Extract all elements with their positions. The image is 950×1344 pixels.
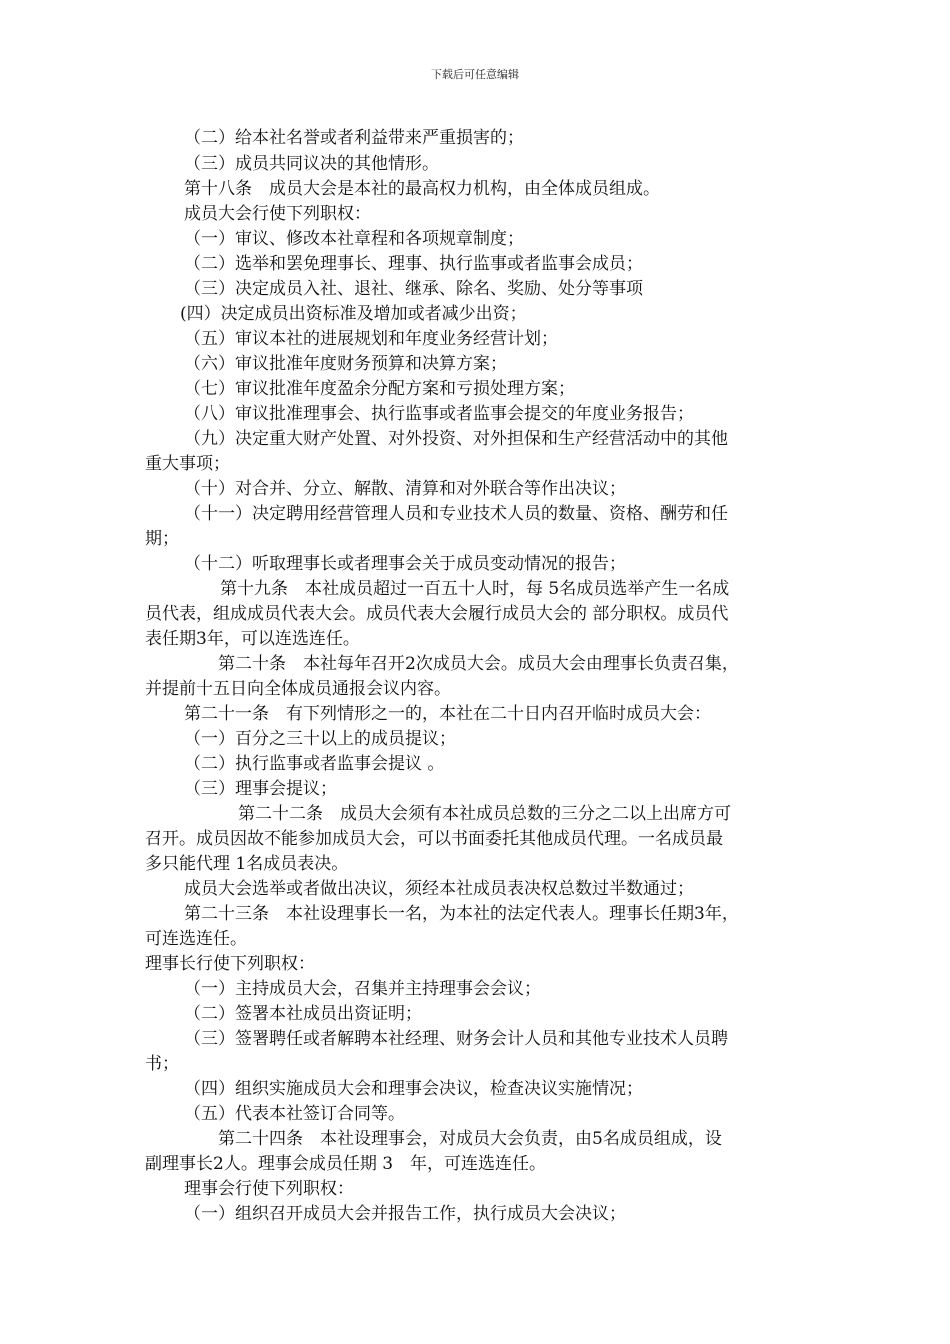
text-line: （二）给本社名誉或者利益带来严重损害的； — [184, 128, 524, 148]
text-line: （二）执行监事或者监事会提议 。 — [184, 754, 445, 774]
text-line: （六）审议批准年度财务预算和决算方案； — [184, 354, 507, 374]
text-line: （二）签署本社成员出资证明； — [184, 1004, 422, 1024]
text-line: 第二十四条 本社设理事会，对成员大会负责，由5名成员组成，设 — [218, 1129, 722, 1149]
text-line: 并提前十五日向全体成员通报会议内容。 — [145, 679, 451, 699]
text-line: 表任期3年，可以连选连任。 — [145, 629, 360, 649]
text-line: 书； — [145, 1054, 179, 1074]
text-line: （三）决定成员入社、退社、继承、除名、奖励、处分等事项 — [184, 279, 643, 299]
text-line: （十一）决定聘用经营管理人员和专业技术人员的数量、资格、酬劳和任 — [184, 504, 728, 524]
text-line: 第二十条 本社每年召开2次成员大会。成员大会由理事长负责召集， — [218, 654, 739, 674]
text-line: （八）审议批准理事会、执行监事或者监事会提交的年度业务报告； — [184, 404, 694, 424]
text-line: 第二十二条 成员大会须有本社成员总数的三分之二以上出席方可 — [238, 804, 731, 824]
text-line: 多只能代理 1名成员表决。 — [145, 854, 349, 874]
text-line: （四）组织实施成员大会和理事会决议，检查决议实施情况； — [184, 1079, 643, 1099]
text-line: （七）审议批准年度盈余分配方案和亏损处理方案； — [184, 379, 575, 399]
text-line: （一）主持成员大会，召集并主持理事会会议； — [184, 979, 541, 999]
text-line: 理事会行使下列职权： — [184, 1179, 354, 1199]
text-line: 重大事项； — [145, 454, 230, 474]
text-line: （十二）听取理事长或者理事会关于成员变动情况的报告； — [184, 554, 626, 574]
text-line: (四）决定成员出资标准及增加或者减少出资； — [180, 304, 527, 324]
text-line: 可连选连任。 — [145, 929, 247, 949]
text-line: 第十九条 本社成员超过一百五十人时，每 5名成员选举产生一名成 — [220, 579, 730, 599]
text-line: 第二十一条 有下列情形之一的，本社在二十日内召开临时成员大会： — [184, 704, 711, 724]
text-line: 期； — [145, 529, 179, 549]
text-line: （五）审议本社的进展规划和年度业务经营计划； — [184, 329, 558, 349]
text-line: 副理事长2人。理事会成员任期 3 年，可连选连任。 — [145, 1154, 547, 1174]
text-line: 第十八条 成员大会是本社的最高权力机构，由全体成员组成。 — [184, 179, 660, 199]
page-header: 下载后可任意编辑 — [431, 68, 519, 81]
text-line: （一）组织召开成员大会并报告工作，执行成员大会决议； — [184, 1204, 626, 1224]
text-line: （三）理事会提议； — [184, 779, 337, 799]
text-line: （一）百分之三十以上的成员提议； — [184, 729, 456, 749]
text-line: 成员大会行使下列职权： — [184, 204, 371, 224]
text-line: （二）选举和罢免理事长、理事、执行监事或者监事会成员； — [184, 254, 643, 274]
text-line: 召开。成员因故不能参加成员大会，可以书面委托其他成员代理。一名成员最 — [145, 829, 723, 849]
text-line: （三）成员共同议决的其他情形。 — [184, 154, 439, 174]
text-line: （九）决定重大财产处置、对外投资、对外担保和生产经营活动中的其他 — [184, 429, 728, 449]
text-line: （五）代表本社签订合同等。 — [184, 1104, 405, 1124]
text-line: 员代表，组成成员代表大会。成员代表大会履行成员大会的 部分职权。成员代 — [145, 604, 729, 624]
text-line: （十）对合并、分立、解散、清算和对外联合等作出决议； — [184, 479, 626, 499]
text-line: 第二十三条 本社设理事长一名，为本社的法定代表人。理事长任期3年， — [184, 904, 739, 924]
text-line: 理事长行使下列职权： — [145, 954, 315, 974]
text-line: 成员大会选举或者做出决议，须经本社成员表决权总数过半数通过； — [184, 879, 694, 899]
text-line: （一）审议、修改本社章程和各项规章制度； — [184, 229, 524, 249]
text-line: （三）签署聘任或者解聘本社经理、财务会计人员和其他专业技术人员聘 — [184, 1029, 728, 1049]
